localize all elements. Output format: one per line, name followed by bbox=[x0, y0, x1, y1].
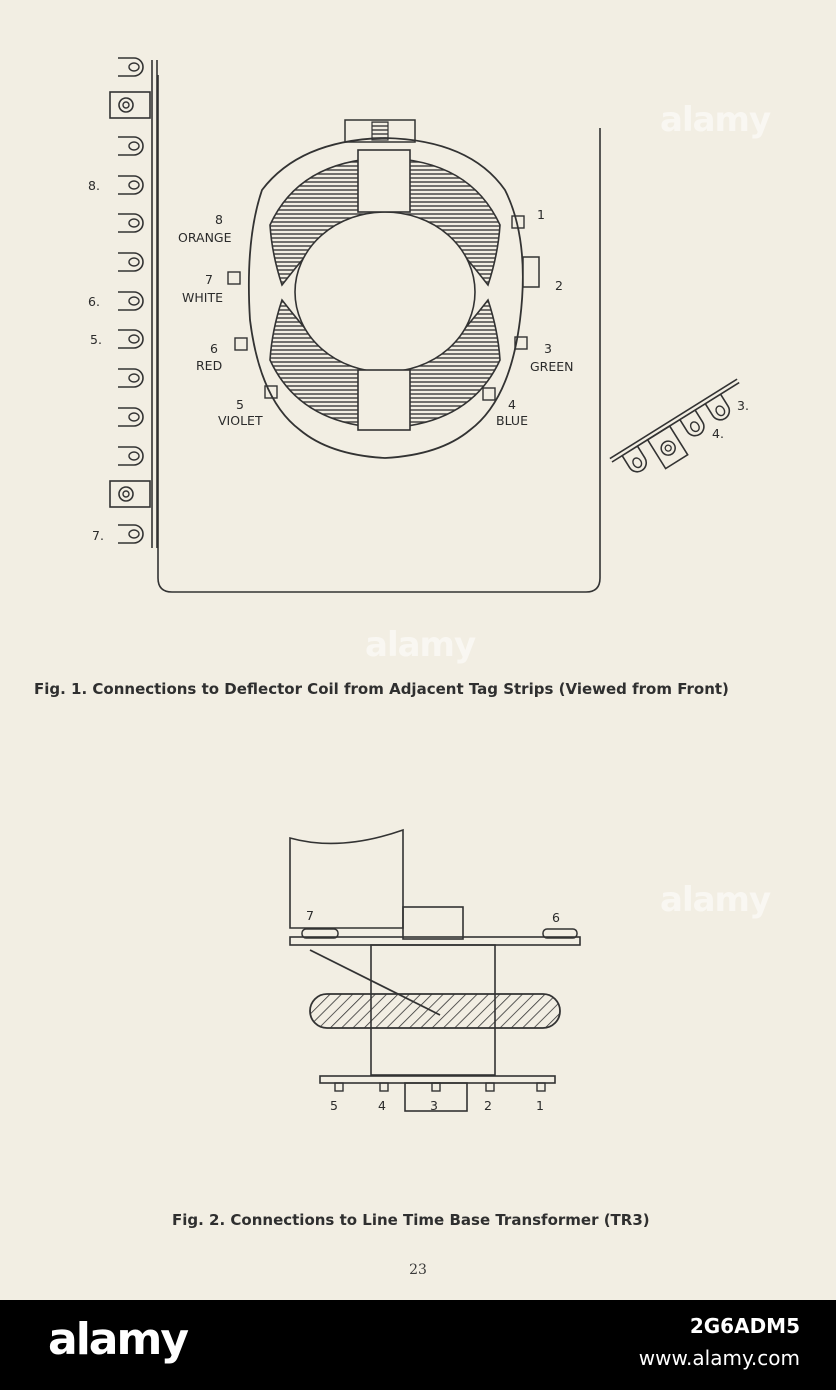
coil-label-2-num: 2 bbox=[555, 278, 563, 293]
coil-label-7-num: 7 bbox=[205, 272, 213, 287]
deflector-coil bbox=[228, 120, 539, 458]
right-tag-strip bbox=[610, 379, 757, 491]
coil-label-1-num: 1 bbox=[537, 207, 545, 222]
fig2-pin-5: 5 bbox=[330, 1098, 338, 1113]
coil-label-8-num: 8 bbox=[215, 212, 223, 227]
fig2-diagram bbox=[290, 830, 580, 1111]
strip-label-5: 5. bbox=[90, 332, 102, 347]
fig2-pin-4: 4 bbox=[378, 1098, 386, 1113]
coil-label-4-color: BLUE bbox=[496, 413, 528, 428]
footer-info bbox=[639, 1314, 800, 1370]
fig1-diagram bbox=[88, 58, 757, 592]
page-number: 23 bbox=[409, 1262, 427, 1278]
right-strip-label-3: 3. bbox=[737, 398, 749, 413]
coil-label-3-num: 3 bbox=[544, 341, 552, 356]
coil-label-5-color: VIOLET bbox=[218, 413, 263, 428]
footer-bar bbox=[0, 1300, 836, 1390]
fig2-pin-2: 2 bbox=[484, 1098, 492, 1113]
fig2-pin-1: 1 bbox=[536, 1098, 544, 1113]
fig2-pin-3: 3 bbox=[430, 1098, 438, 1113]
coil-label-4-num: 4 bbox=[508, 397, 516, 412]
fig2-caption: Fig. 2. Connections to Line Time Base Transformer (TR3) bbox=[172, 1211, 650, 1229]
fig2-tag-6: 6 bbox=[552, 910, 560, 925]
coil-label-3-color: GREEN bbox=[530, 359, 574, 374]
coil-label-8-color: ORANGE bbox=[178, 230, 232, 245]
watermark: alamy bbox=[660, 880, 771, 920]
left-tag-strip bbox=[110, 58, 157, 548]
site-url: www.alamy.com bbox=[638, 1346, 800, 1370]
coil-label-5-num: 5 bbox=[236, 397, 244, 412]
watermark: alamy bbox=[365, 625, 476, 665]
image-id: 2G6ADM5 bbox=[689, 1314, 800, 1338]
right-strip-label-4: 4. bbox=[712, 426, 724, 441]
coil-label-6-num: 6 bbox=[210, 341, 218, 356]
strip-label-6: 6. bbox=[88, 294, 100, 309]
strip-label-8: 8. bbox=[88, 178, 100, 193]
alamy-logo: alamy bbox=[48, 1314, 187, 1365]
fig1-caption: Fig. 1. Connections to Deflector Coil from Adjacent Tag Strips (Viewed from Front) bbox=[34, 680, 729, 698]
coil-label-6-color: RED bbox=[196, 358, 223, 373]
coil-label-7-color: WHITE bbox=[182, 290, 223, 305]
watermark: alamy bbox=[660, 100, 771, 140]
fig2-tag-7: 7 bbox=[306, 908, 314, 923]
strip-label-7: 7. bbox=[92, 528, 104, 543]
